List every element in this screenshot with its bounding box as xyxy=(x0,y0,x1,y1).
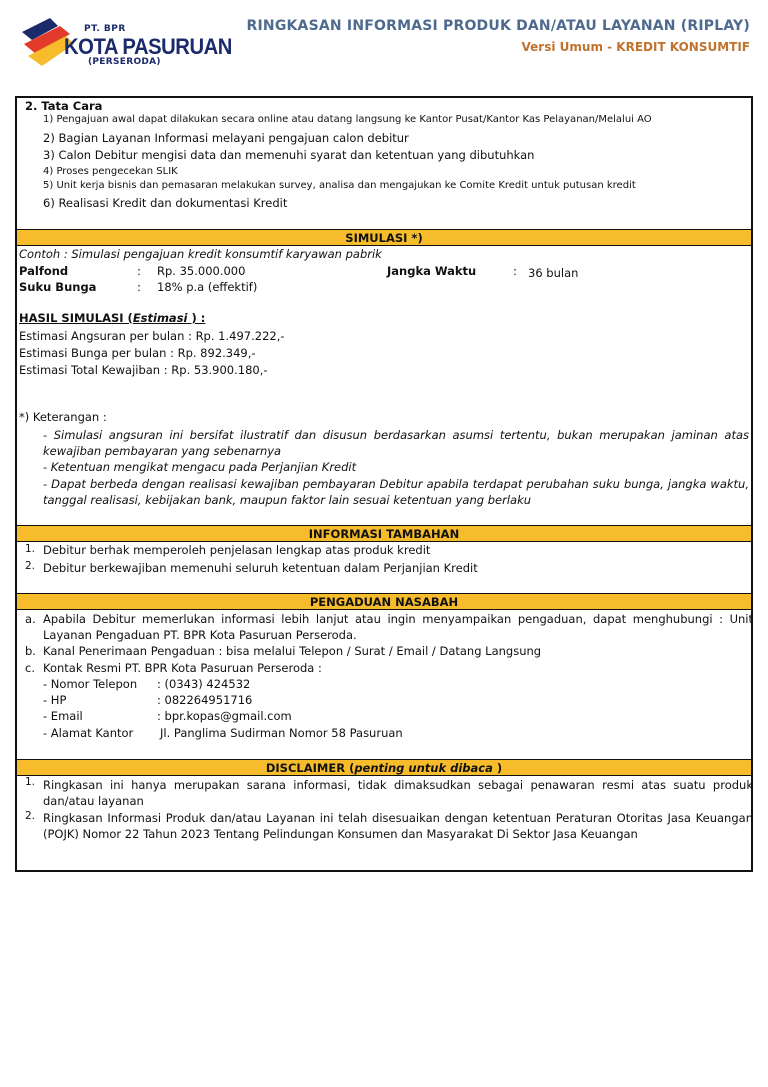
disclaimer-item-2-text: Ringkasan Informasi Produk dan/atau Layanan ini telah disesuaikan dengan ketentuan Peraturan Otoritas Jasa Keuangan (POJK) Nomor 22 Tahun 2023 Tentang Pelindungan Konsumen dan Masyarakat Di Sektor Jasa Keuangan xyxy=(43,811,753,841)
hasil-suffix: ) : xyxy=(187,311,206,325)
contact-address-value: Jl. Panglima Sudirman Nomor 58 Pasuruan xyxy=(160,726,403,740)
jangka-waktu-label: Jangka Waktu xyxy=(387,264,477,278)
keterangan-note-2: - Ketentuan mengikat mengacu pada Perjanjian Kredit xyxy=(43,460,357,474)
suku-bunga-label: Suku Bunga xyxy=(19,280,97,294)
contact-phone-value: : (0343) 424532 xyxy=(157,677,251,691)
simulasi-contoh: Contoh : Simulasi pengajuan kredit konsumtif karyawan pabrik xyxy=(19,247,382,261)
tata-cara-step-3: 3) Calon Debitur mengisi data dan memenuhi syarat dan ketentuan yang dibutuhkan xyxy=(43,148,535,162)
info-item-2-text: Debitur berkewajiban memenuhi seluruh ketentuan dalam Perjanjian Kredit xyxy=(43,561,478,575)
disclaimer-item-1-num: 1. xyxy=(25,776,36,788)
disclaimer-prefix: DISCLAIMER ( xyxy=(265,761,355,775)
estimasi-angsuran: Estimasi Angsuran per bulan : Rp. 1.497.222,- xyxy=(19,329,285,343)
tata-cara-step-2: 2) Bagian Layanan Informasi melayani pengajuan calon debitur xyxy=(43,131,409,145)
info-tambahan-bar: INFORMASI TAMBAHAN xyxy=(17,525,751,542)
pengaduan-b-num: b. xyxy=(25,644,36,658)
suku-bunga-value: 18% p.a (effektif) xyxy=(157,280,258,294)
jangka-waktu-colon: : xyxy=(513,264,517,278)
pengaduan-bar: PENGADUAN NASABAH xyxy=(17,593,751,610)
contact-hp-value: : 082264951716 xyxy=(157,693,253,707)
tata-cara-step-1: 1) Pengajuan awal dapat dilakukan secara online atau datang langsung ke Kantor Pusat/Kantor Kas Pelayanan/Melalui AO xyxy=(43,114,652,125)
contact-address-label: - Alamat Kantor xyxy=(43,726,134,740)
info-item-1-text: Debitur berhak memperoleh penjelasan lengkap atas produk kredit xyxy=(43,543,431,557)
tata-cara-heading: 2. Tata Cara xyxy=(25,99,103,113)
bank-logo xyxy=(20,14,250,74)
hasil-simulasi-heading xyxy=(19,310,205,326)
logo-sub-text: (PERSERODA) xyxy=(88,57,161,67)
document-subtitle: Versi Umum - KREDIT KONSUMTIF xyxy=(521,40,750,54)
disclaimer-italic: penting untuk dibaca xyxy=(354,761,493,775)
disclaimer-item-1-text: Ringkasan ini hanya merupakan sarana informasi, tidak dimaksudkan sebagai penawaran resmi atas suatu produk dan/atau layanan xyxy=(43,778,753,808)
contact-phone-label: - Nomor Telepon xyxy=(43,677,138,691)
hasil-prefix: HASIL SIMULASI ( xyxy=(19,311,133,325)
tata-cara-step-6: 6) Realisasi Kredit dan dokumentasi Kredit xyxy=(43,196,288,210)
page-header xyxy=(0,0,768,90)
keterangan-label: *) Keterangan : xyxy=(19,410,107,424)
plafond-colon: : xyxy=(137,264,141,278)
tata-cara-step-5: 5) Unit kerja bisnis dan pemasaran melakukan survey, analisa dan mengajukan ke Comite Kredit untuk putusan kredit xyxy=(43,180,636,191)
contact-email-label: - Email xyxy=(43,709,83,723)
info-item-1-num: 1. xyxy=(25,543,36,555)
pengaduan-c-num: c. xyxy=(25,661,35,675)
contact-hp-label: - HP xyxy=(43,693,67,707)
pengaduan-a-text: Apabila Debitur memerlukan informasi lebih lanjut atau ingin menyampaikan pengaduan, dapat menghubungi : Unit Layanan Pengaduan PT. BPR Kota Pasuruan Perseroda. xyxy=(43,612,753,642)
contact-email-value: : bpr.kopas@gmail.com xyxy=(157,709,292,723)
disclaimer-item-2-num: 2. xyxy=(25,810,36,822)
suku-bunga-colon: : xyxy=(137,280,141,294)
keterangan-note-1: - Simulasi angsuran ini bersifat ilustratif dan disusun berdasarkan asumsi tertentu, bukan merupakan jaminan atas kewajiban pembayaran yang sebenarnya xyxy=(43,428,749,458)
plafond-value: Rp. 35.000.000 xyxy=(157,264,246,278)
plafond-label: Palfond xyxy=(19,264,69,278)
logo-pt-text: PT. BPR xyxy=(84,24,126,34)
content-box xyxy=(15,96,753,872)
pengaduan-c-text: Kontak Resmi PT. BPR Kota Pasuruan Perseroda : xyxy=(43,661,322,675)
keterangan-note-3: - Dapat berbeda dengan realisasi kewajiban pembayaran Debitur apabila terdapat perubahan suku bunga, jangka waktu, tanggal realisasi, kebijakan bank, maupun faktor lain sesuai ketentuan yang berlaku xyxy=(43,477,749,507)
estimasi-total: Estimasi Total Kewajiban : Rp. 53.900.180,- xyxy=(19,363,268,377)
hasil-italic: Estimasi xyxy=(132,311,188,325)
tata-cara-step-4: 4) Proses pengecekan SLIK xyxy=(43,166,178,177)
info-item-2-num: 2. xyxy=(25,560,36,572)
jangka-waktu-value: 36 bulan xyxy=(528,266,579,280)
pengaduan-a-num: a. xyxy=(25,612,36,626)
disclaimer-suffix: ) xyxy=(492,761,503,775)
simulasi-bar: SIMULASI *) xyxy=(17,229,751,246)
logo-name-text: KOTA PASURUAN xyxy=(64,34,232,59)
disclaimer-bar xyxy=(17,759,751,776)
pengaduan-b-text: Kanal Penerimaan Pengaduan : bisa melalui Telepon / Surat / Email / Datang Langsung xyxy=(43,644,542,658)
estimasi-bunga: Estimasi Bunga per bulan : Rp. 892.349,- xyxy=(19,346,256,360)
document-title: RINGKASAN INFORMASI PRODUK DAN/ATAU LAYANAN (RIPLAY) xyxy=(246,18,750,34)
